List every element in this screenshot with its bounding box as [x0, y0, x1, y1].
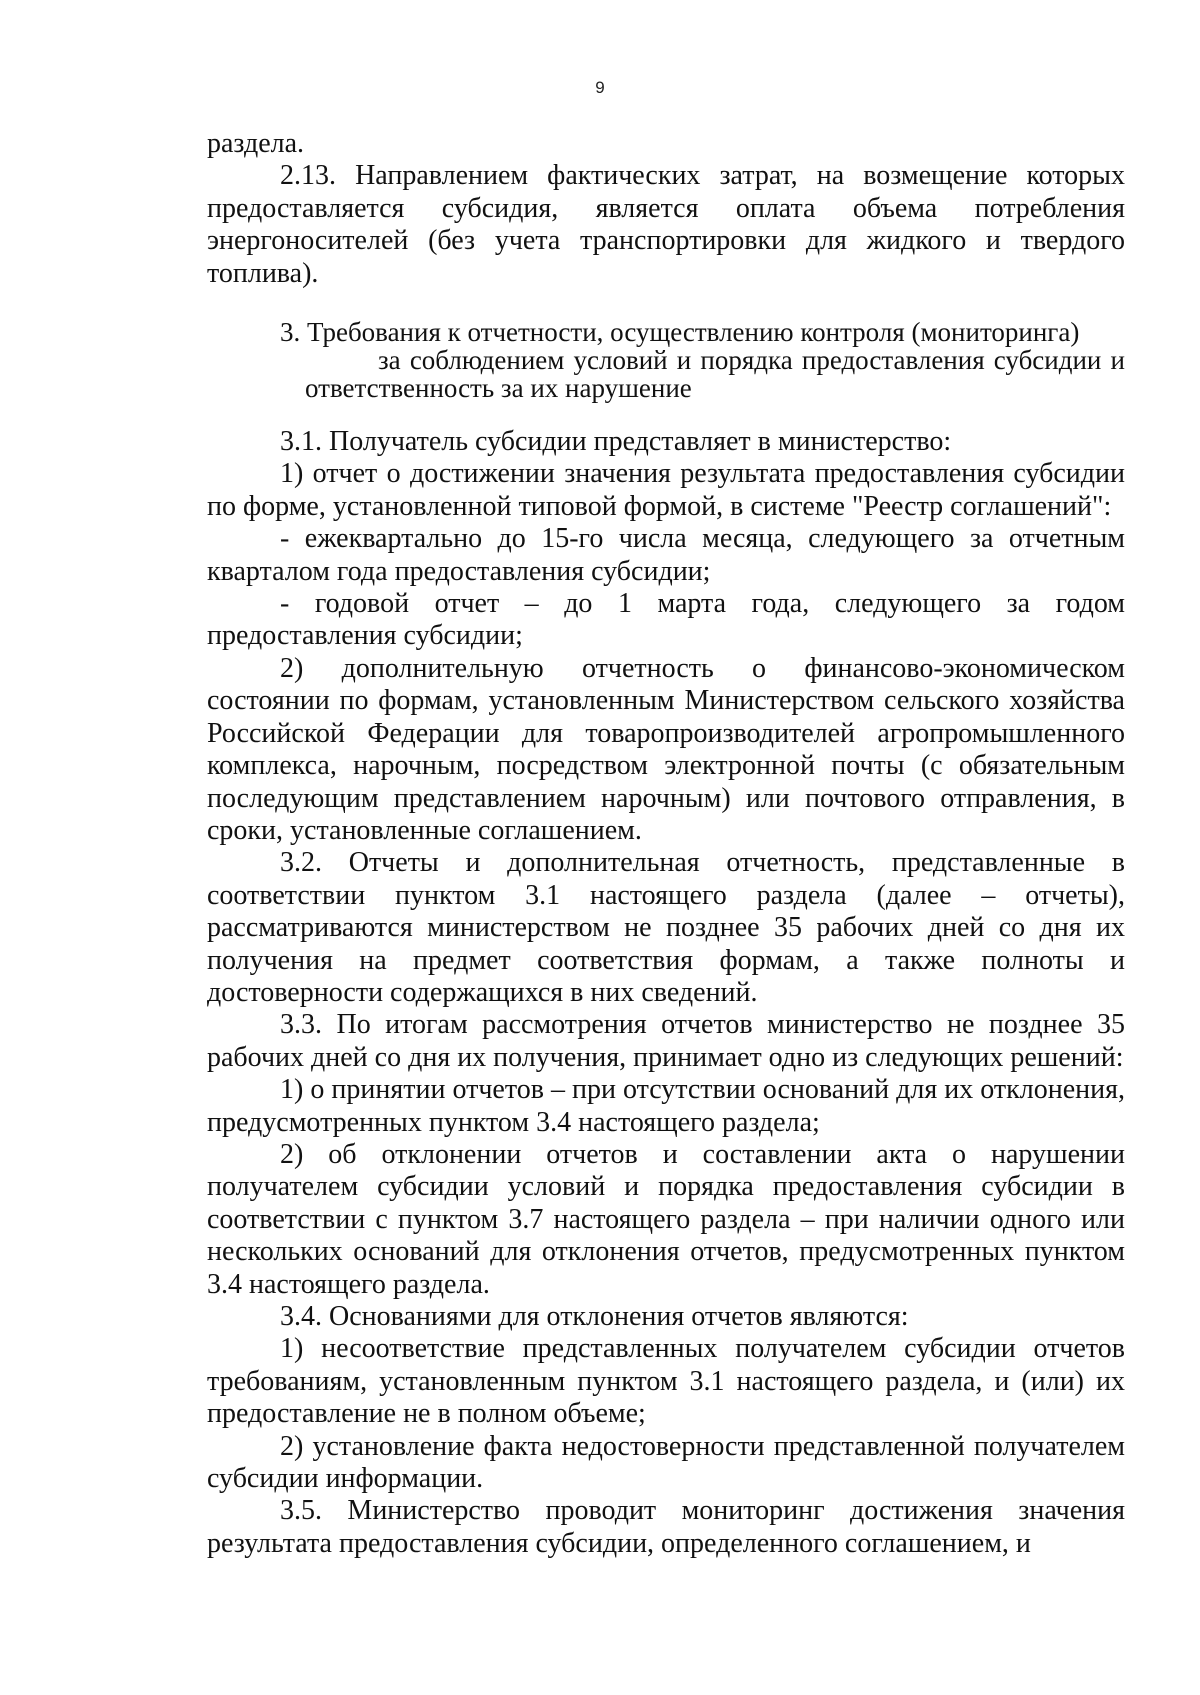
paragraph-3-2: 3.2. Отчеты и дополнительная отчетность, представленные в соответствии пунктом 3.1 настоящего раздела (далее – отчеты), рассматриваются министерством не позднее 35 рабочих дней со дня их получения на предмет соответствия формам, а также полноты и достоверности содержащихся в них сведений. [207, 847, 1125, 1008]
page-number: 9 [595, 78, 605, 97]
section-heading [207, 318, 1125, 402]
paragraph-3-4: 3.4. Основаниями для отклонения отчетов являются: [280, 1301, 909, 1332]
paragraph-3-4-item-1: 1) несоответствие представленных получателем субсидии отчетов требованиям, установленным пунктом 3.1 настоящего раздела, и (или) их предоставление не в полном объеме; [207, 1333, 1125, 1430]
paragraph-3-3-item-2: 2) об отклонении отчетов и составлении акта о нарушении получателем субсидии условий и порядка предоставления субсидии в соответствии с пунктом 3.7 настоящего раздела – при наличии одного или нескольких оснований для отклонения отчетов, предусмотренных пунктом 3.4 настоящего раздела. [207, 1138, 1125, 1300]
section-heading-line2: за соблюдением условий и порядка предоставления субсидии и ответственность за их нарушение [305, 345, 1125, 404]
paragraph-continuation: раздела. [207, 128, 305, 159]
paragraph-3-3-item-1: 1) о принятии отчетов – при отсутствии оснований для их отклонения, предусмотренных пунктом 3.4 настоящего раздела; [207, 1074, 1125, 1138]
paragraph-3-1-item-2: 2) дополнительную отчетность о финансово-экономическом состоянии по формам, установленным Министерством сельского хозяйства Российской Федерации для товаропроизводителей агропромышленного комплекса, нарочным, посредством электронной почты (с обязательным последующим представлением нарочным) или почтового отправления, в сроки, установленные соглашением. [207, 652, 1125, 846]
document-body [207, 128, 1125, 1560]
paragraph-3-4-item-2: 2) установление факта недостоверности представленной получателем субсидии информации. [207, 1430, 1125, 1495]
paragraph-2-13: 2.13. Направлением фактических затрат, на возмещение которых предоставляется субсидия, является оплата объема потребления энергоносителей (без учета транспортировки для жидкого и твердого топлива). [207, 160, 1125, 289]
paragraph-3-1-item-1: 1) отчет о достижении значения результата предоставления субсидии по форме, установленной типовой формой, в системе "Реестр соглашений": [207, 458, 1125, 522]
paragraph-3-1-quarterly: - ежеквартально до 15-го числа месяца, следующего за отчетным кварталом года предоставления субсидии; [207, 523, 1125, 587]
paragraph-3-1: 3.1. Получатель субсидии представляет в министерство: [280, 426, 952, 458]
paragraph-3-5: 3.5. Министерство проводит мониторинг достижения значения результата предоставления субсидии, определенного соглашением, и [207, 1495, 1125, 1559]
section-heading-line1: 3. Требования к отчетности, осуществлению контроля (мониторинга) [280, 317, 1080, 348]
paragraph-3-1-annual: - годовой отчет – до 1 марта года, следующего за годом предоставления субсидии; [207, 588, 1125, 652]
paragraph-3-3: 3.3. По итогам рассмотрения отчетов министерство не позднее 35 рабочих дней со дня их получения, принимает одно из следующих решений: [207, 1009, 1125, 1073]
